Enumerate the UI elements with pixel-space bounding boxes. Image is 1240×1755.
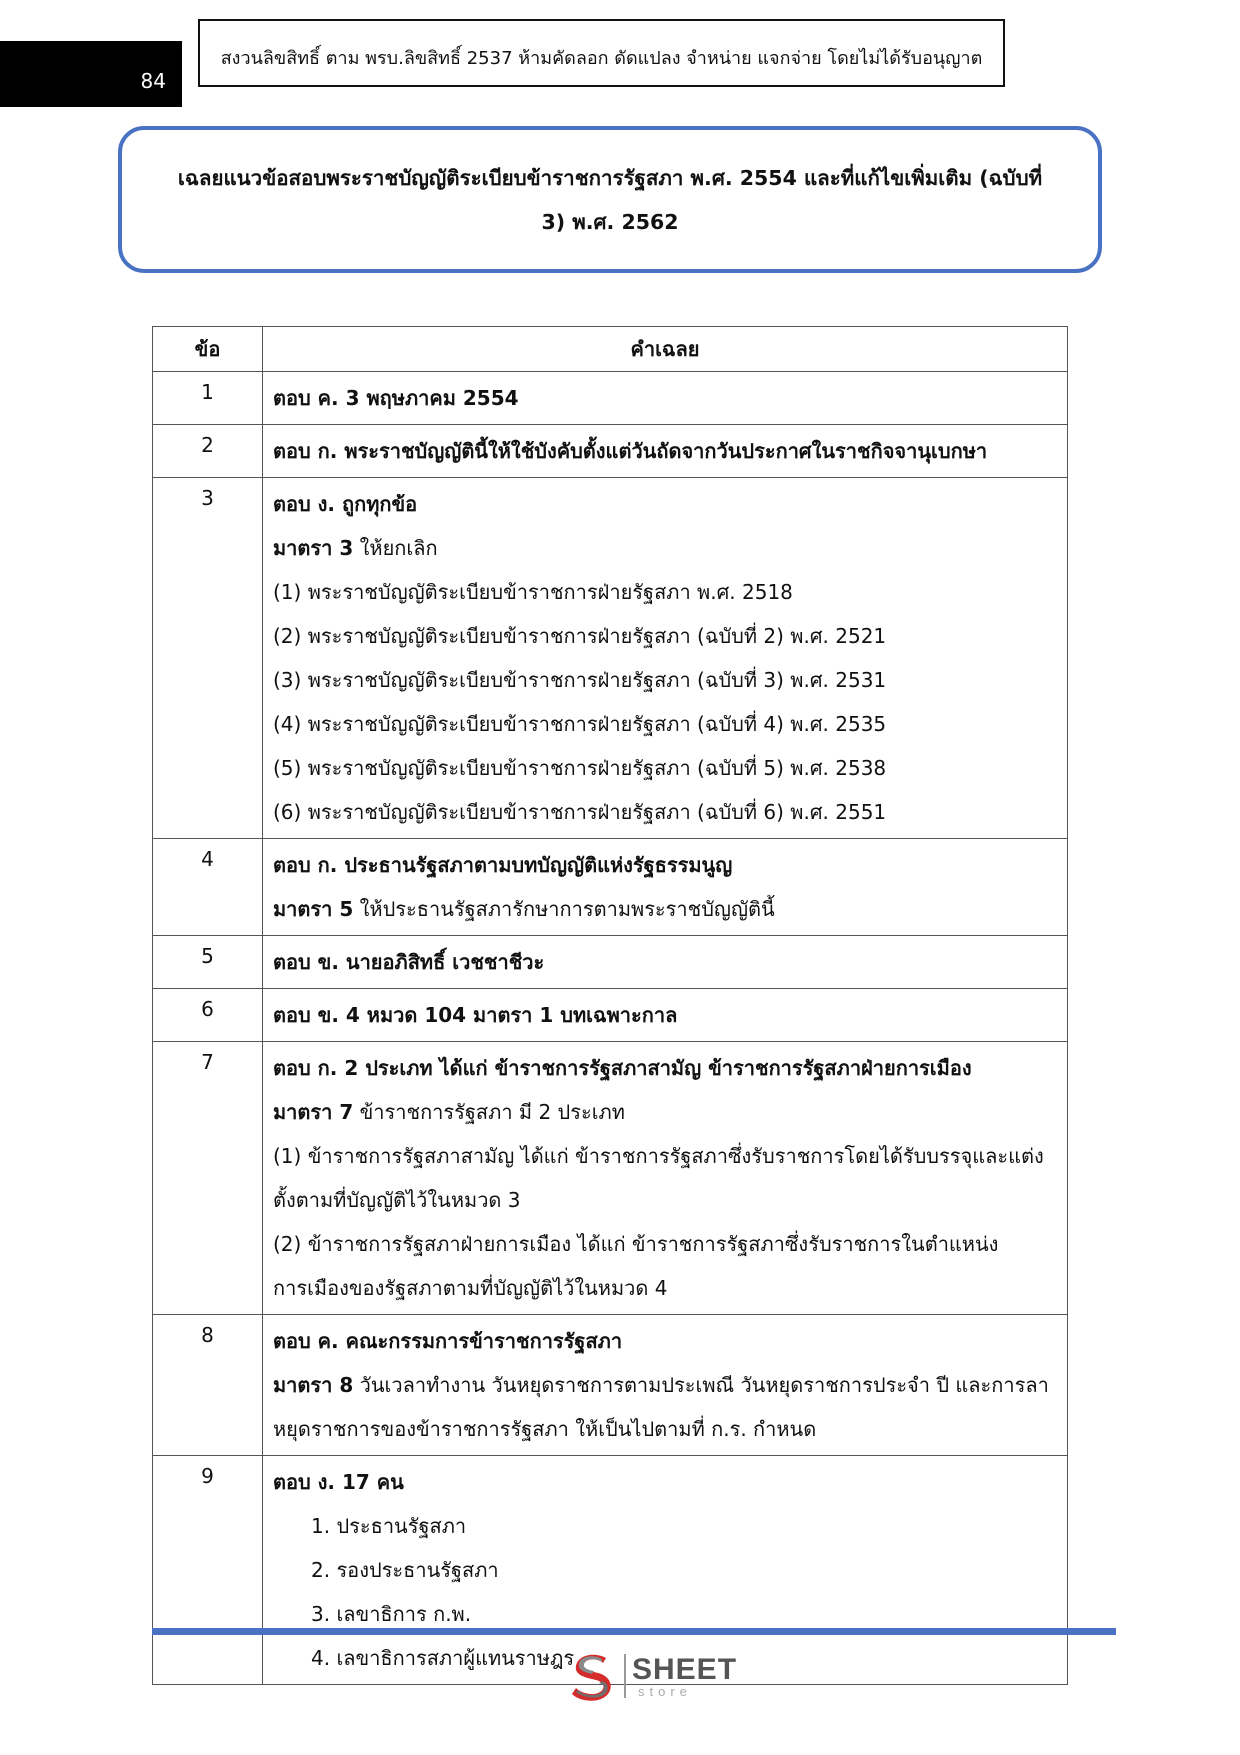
section-text: ข้าราชการรัฐสภา มี 2 ประเภท xyxy=(353,1100,625,1124)
answer-text: ตอบ ง. ถูกทุกข้อ xyxy=(273,492,418,516)
list-item: 2. รองประธานรัฐสภา xyxy=(311,1558,499,1582)
answer-cell xyxy=(263,936,1068,989)
logo-main-text: SHEET xyxy=(632,1652,738,1686)
row-number: 4 xyxy=(153,839,263,936)
table-row xyxy=(153,839,1068,936)
list-item: (3) พระราชบัญญัติระเบียบข้าราชการฝ่ายรัฐสภา (ฉบับที่ 3) พ.ศ. 2531 xyxy=(273,668,887,692)
table-row xyxy=(153,478,1068,839)
list-item: (2) พระราชบัญญัติระเบียบข้าราชการฝ่ายรัฐสภา (ฉบับที่ 2) พ.ศ. 2521 xyxy=(273,624,887,648)
answer-text: ตอบ ข. นายอภิสิทธิ์ เวชชาชีวะ xyxy=(273,950,545,974)
logo-sub-text: store xyxy=(638,1683,692,1699)
section-label: มาตรา 3 xyxy=(273,536,354,560)
row-number: 2 xyxy=(153,425,263,478)
row-number: 9 xyxy=(153,1456,263,1685)
answer-text: ตอบ ง. 17 คน xyxy=(273,1470,404,1494)
answer-text: ตอบ ค. คณะกรรมการข้าราชการรัฐสภา xyxy=(273,1329,623,1353)
section-label: มาตรา 5 xyxy=(273,897,354,921)
table-header-row xyxy=(153,327,1068,372)
answer-table xyxy=(152,326,1068,1685)
answer-cell xyxy=(263,425,1068,478)
section-label: มาตรา 7 xyxy=(273,1100,354,1124)
answer-text: ตอบ ก. พระราชบัญญัตินี้ให้ใช้บังคับตั้งแต่วันถัดจากวันประกาศในราชกิจจานุเบกษา xyxy=(273,439,988,463)
section-line xyxy=(273,1363,1057,1451)
column-header-answer: คำเฉลย xyxy=(263,327,1068,372)
answer-cell xyxy=(263,989,1068,1042)
section-text: ให้ยกเลิก xyxy=(353,536,438,560)
answer-cell xyxy=(263,478,1068,839)
row-number: 3 xyxy=(153,478,263,839)
list-item: (2) ข้าราชการรัฐสภาฝ่ายการเมือง ได้แก่ ข้าราชการรัฐสภาซึ่งรับราชการในตำแหน่งการเมืองของรัฐสภาตามที่บัญญัติไว้ในหมวด 4 xyxy=(273,1232,999,1300)
list-item: (1) ข้าราชการรัฐสภาสามัญ ได้แก่ ข้าราชการรัฐสภาซึ่งรับราชการโดยได้รับบรรจุและแต่งตั้งตามที่บัญญัติไว้ในหมวด 3 xyxy=(273,1144,1044,1212)
list-item: 1. ประธานรัฐสภา xyxy=(311,1514,467,1538)
table-row xyxy=(153,1315,1068,1456)
answer-text: ตอบ ข. 4 หมวด 104 มาตรา 1 บทเฉพาะกาล xyxy=(273,1003,678,1027)
answer-cell xyxy=(263,1042,1068,1315)
sheet-store-logo-icon xyxy=(566,1650,622,1702)
sheet-store-logo xyxy=(566,1650,746,1702)
table-row xyxy=(153,1042,1068,1315)
list-item: 3. เลขาธิการ ก.พ. xyxy=(311,1602,472,1626)
answer-cell xyxy=(263,1315,1068,1456)
answer-text: ตอบ ค. 3 พฤษภาคม 2554 xyxy=(273,386,519,410)
title-line-2: 3) พ.ศ. 2562 xyxy=(541,209,679,234)
answer-cell xyxy=(263,839,1068,936)
list-item: (1) พระราชบัญญัติระเบียบข้าราชการฝ่ายรัฐสภา พ.ศ. 2518 xyxy=(273,580,793,604)
table-row xyxy=(153,989,1068,1042)
copyright-text: สงวนลิขสิทธิ์ ตาม พรบ.ลิขสิทธิ์ 2537 ห้ามคัดลอก ดัดแปลง จำหน่าย แจกจ่าย โดยไม่ได้รับอนุญาต xyxy=(220,47,983,69)
row-number: 8 xyxy=(153,1315,263,1456)
section-line xyxy=(273,887,1057,931)
list-item: (4) พระราชบัญญัติระเบียบข้าราชการฝ่ายรัฐสภา (ฉบับที่ 4) พ.ศ. 2535 xyxy=(273,712,887,736)
column-header-no: ข้อ xyxy=(153,327,263,372)
table-row xyxy=(153,936,1068,989)
row-number: 7 xyxy=(153,1042,263,1315)
logo-wordmark xyxy=(632,1652,738,1699)
footer-divider xyxy=(152,1628,1116,1635)
table-row xyxy=(153,425,1068,478)
section-text: ให้ประธานรัฐสภารักษาการตามพระราชบัญญัตินี้ xyxy=(353,897,775,921)
list-item: (6) พระราชบัญญัติระเบียบข้าราชการฝ่ายรัฐสภา (ฉบับที่ 6) พ.ศ. 2551 xyxy=(273,800,887,824)
list-item: (5) พระราชบัญญัติระเบียบข้าราชการฝ่ายรัฐสภา (ฉบับที่ 5) พ.ศ. 2538 xyxy=(273,756,887,780)
section-text: วันเวลาทำงาน วันหยุดราชการตามประเพณี วันหยุดราชการประจำ ปี และการลาหยุดราชการของข้าราชการรัฐสภา ให้เป็นไปตามที่ ก.ร. กำหนด xyxy=(273,1373,1049,1441)
answer-cell xyxy=(263,372,1068,425)
section-label: มาตรา 8 xyxy=(273,1373,354,1397)
row-number: 5 xyxy=(153,936,263,989)
row-number: 6 xyxy=(153,989,263,1042)
section-line xyxy=(273,1090,1057,1134)
answer-text: ตอบ ก. ประธานรัฐสภาตามบทบัญญัติแห่งรัฐธรรมนูญ xyxy=(273,853,733,877)
copyright-notice xyxy=(198,19,1005,87)
page-number-block xyxy=(0,41,182,107)
answer-text: ตอบ ก. 2 ประเภท ได้แก่ ข้าราชการรัฐสภาสามัญ ข้าราชการรัฐสภาฝ่ายการเมือง xyxy=(273,1056,972,1080)
section-line xyxy=(273,526,1057,570)
list-item: 4. เลขาธิการสภาผู้แทนราษฎร xyxy=(311,1646,575,1670)
title-line-1: เฉลยแนวข้อสอบพระราชบัญญัติระเบียบข้าราชการรัฐสภา พ.ศ. 2554 และที่แก้ไขเพิ่มเติม (ฉบับที่ xyxy=(177,165,1043,190)
table-row xyxy=(153,372,1068,425)
logo-separator xyxy=(624,1654,626,1698)
row-number: 1 xyxy=(153,372,263,425)
page-number: 84 xyxy=(140,69,166,93)
document-title xyxy=(118,126,1102,273)
